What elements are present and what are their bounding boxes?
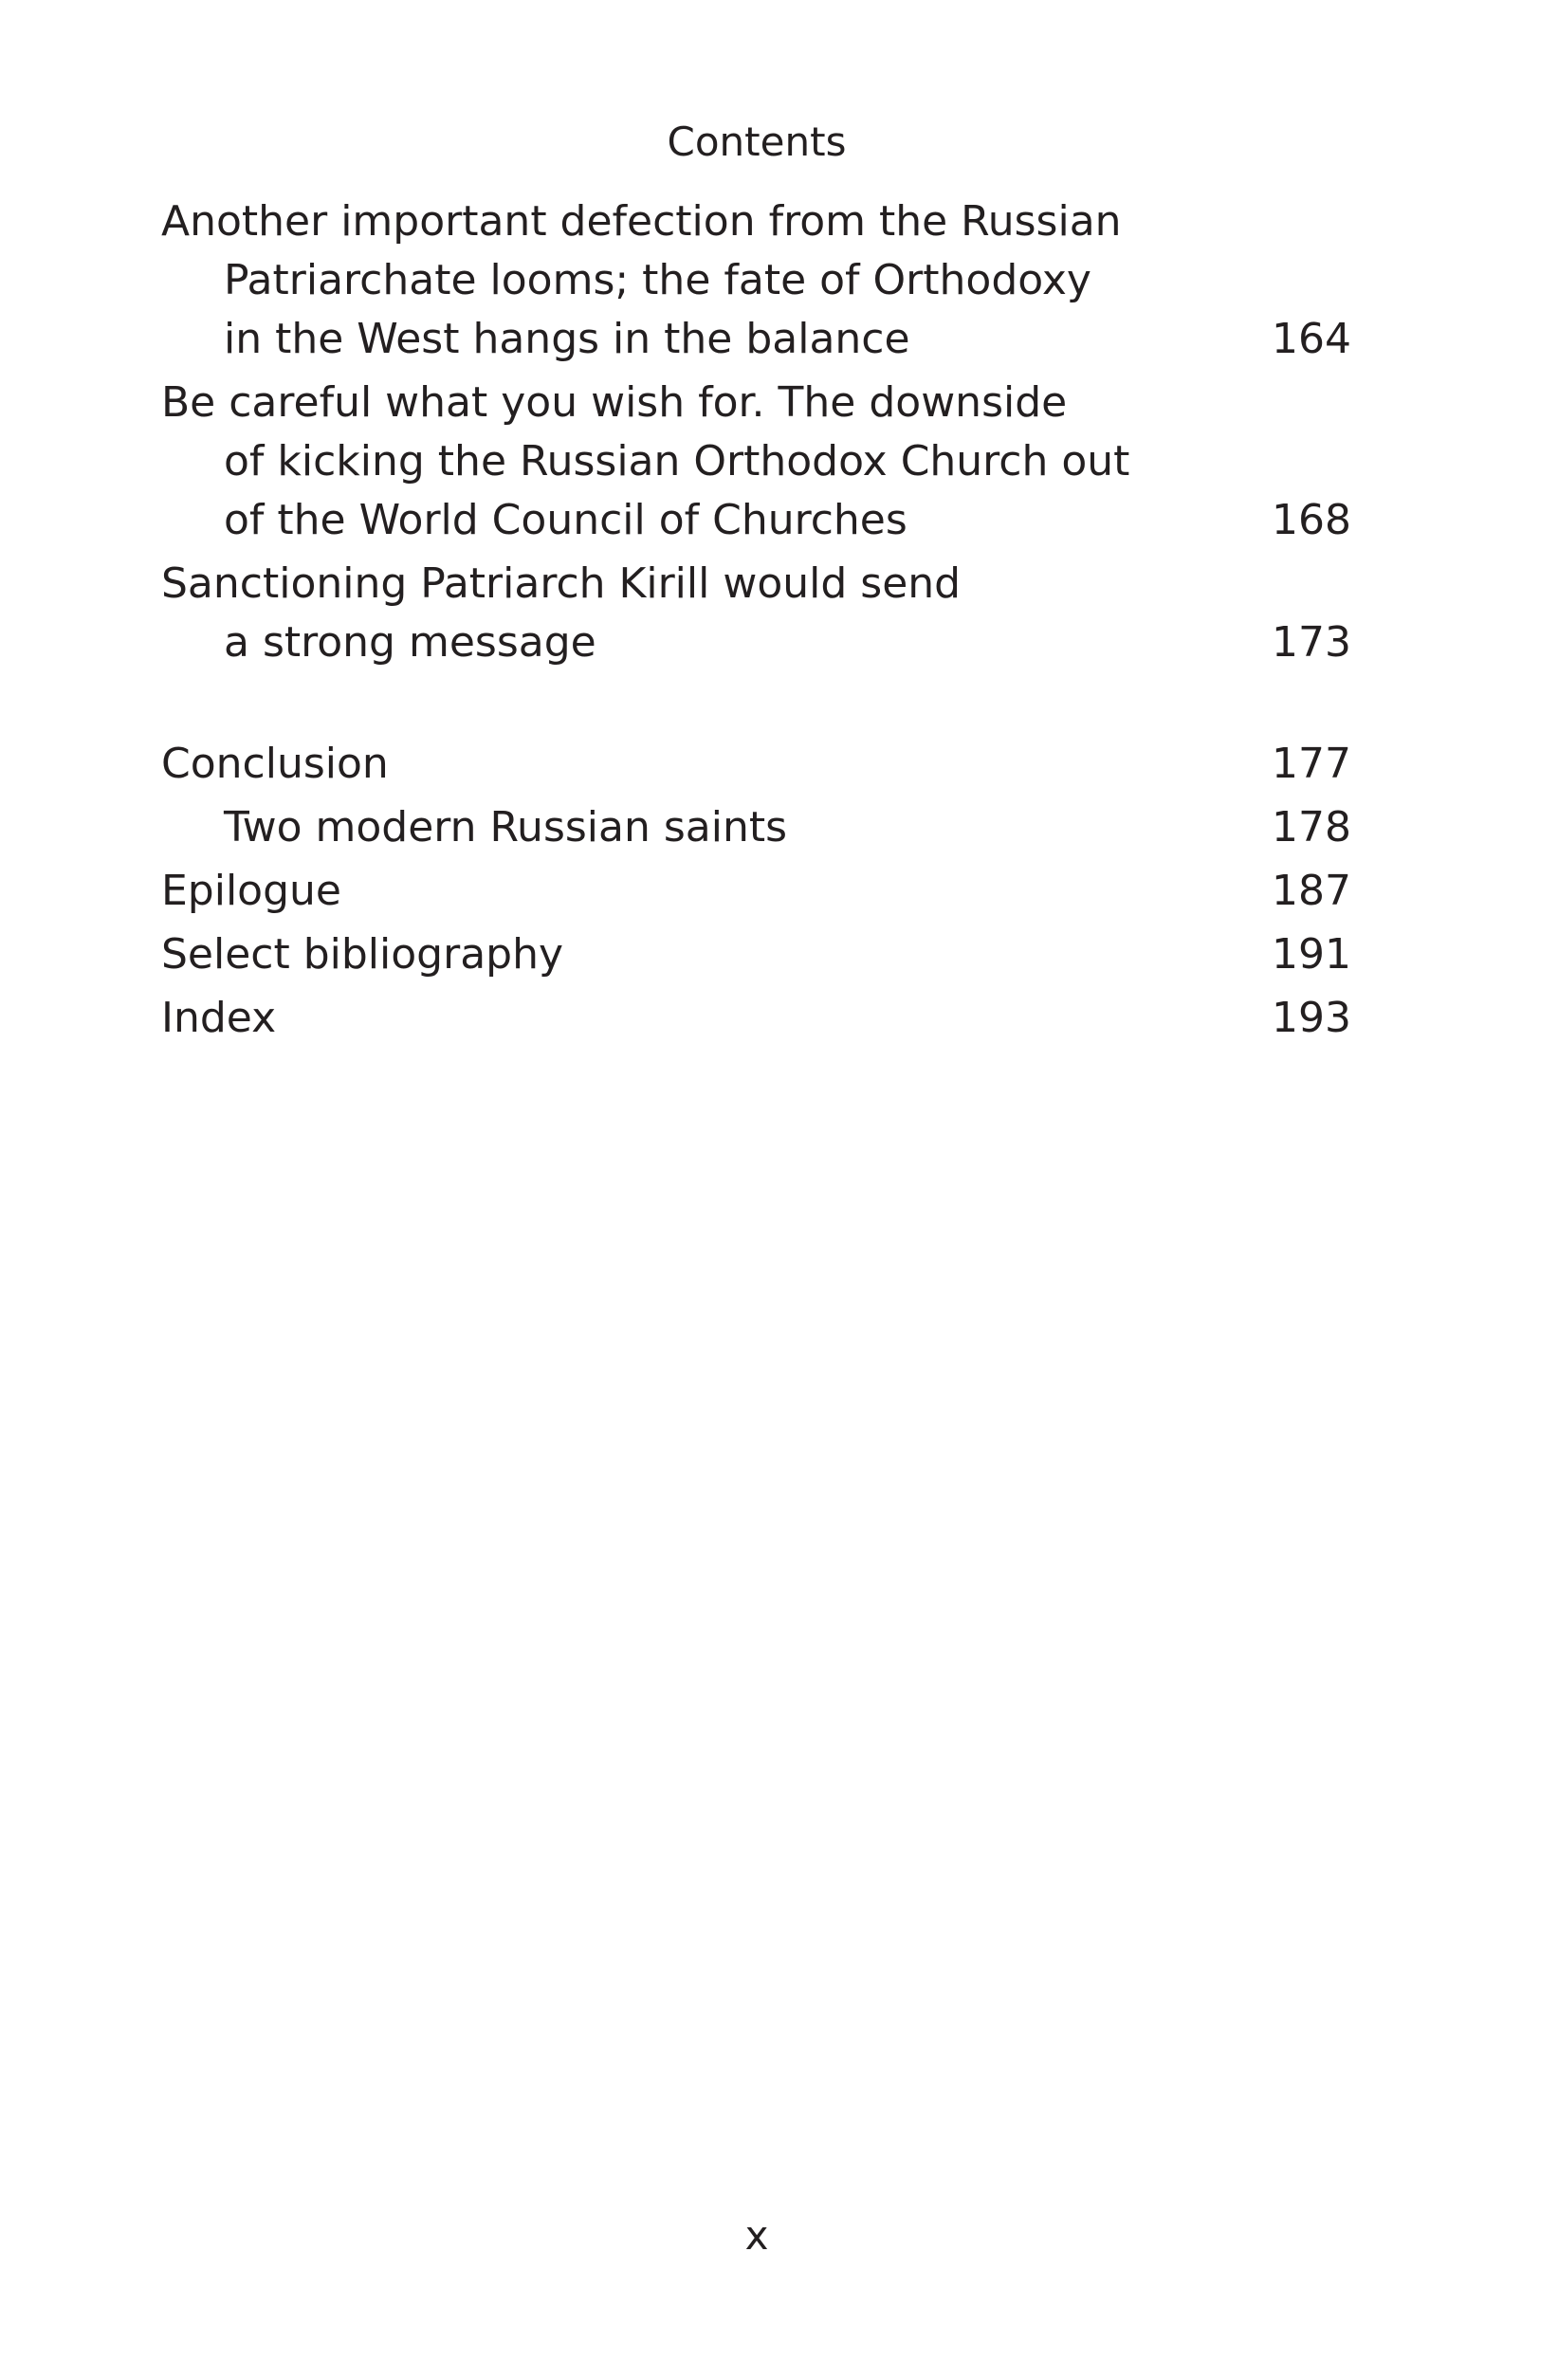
toc-page-number: 177 — [1272, 740, 1351, 788]
toc-entry-line — [161, 374, 1351, 432]
toc-entry-line — [161, 798, 1351, 857]
toc-entry-text: Be careful what you wish for. The downside — [161, 378, 1068, 427]
toc-page-number: 164 — [1272, 315, 1351, 363]
toc-page-number: 178 — [1272, 803, 1351, 851]
toc-entry-text: in the West hangs in the balance — [224, 315, 910, 363]
toc-entry-line — [161, 491, 1351, 550]
toc-entry-text: Another important defection from the Russian — [161, 197, 1122, 246]
toc-entry-text: Select bibliography — [161, 930, 564, 979]
folio-page-number: x — [744, 2212, 769, 2259]
toc-entry-line — [161, 735, 1351, 794]
toc-entry-text: Sanctioning Patriarch Kirill would send — [161, 559, 962, 608]
toc-page-number: 187 — [1272, 867, 1351, 915]
toc-entry-line — [161, 555, 1351, 613]
toc-entry-line — [161, 432, 1351, 491]
toc-entry-text: Patriarchate looms; the fate of Orthodoxy — [224, 256, 1091, 304]
toc-entry-text: Epilogue — [161, 867, 341, 915]
toc-entry-line — [161, 989, 1351, 1048]
toc-entry-line — [161, 310, 1351, 369]
toc-entry-line — [161, 192, 1351, 251]
toc-entry-line — [161, 251, 1351, 310]
toc-entry-text: Two modern Russian saints — [224, 803, 788, 851]
toc-entry-line — [161, 862, 1351, 921]
toc-entry-text: a strong message — [224, 618, 596, 667]
toc-entry-text: Conclusion — [161, 740, 389, 788]
toc-entry-text: Index — [161, 994, 277, 1042]
table-of-contents — [161, 192, 1351, 1048]
toc-entry-text: of the World Council of Churches — [224, 496, 907, 544]
toc-page-number: 173 — [1272, 618, 1351, 667]
toc-entry-line — [161, 613, 1351, 672]
toc-entry-text: of kicking the Russian Orthodox Church out — [224, 437, 1130, 485]
toc-page-number: 193 — [1272, 994, 1351, 1042]
section-spacer — [161, 672, 1351, 735]
toc-entry-line — [161, 925, 1351, 984]
running-head: Contents — [667, 119, 847, 165]
toc-page-number: 191 — [1272, 930, 1351, 979]
toc-page-number: 168 — [1272, 496, 1351, 544]
